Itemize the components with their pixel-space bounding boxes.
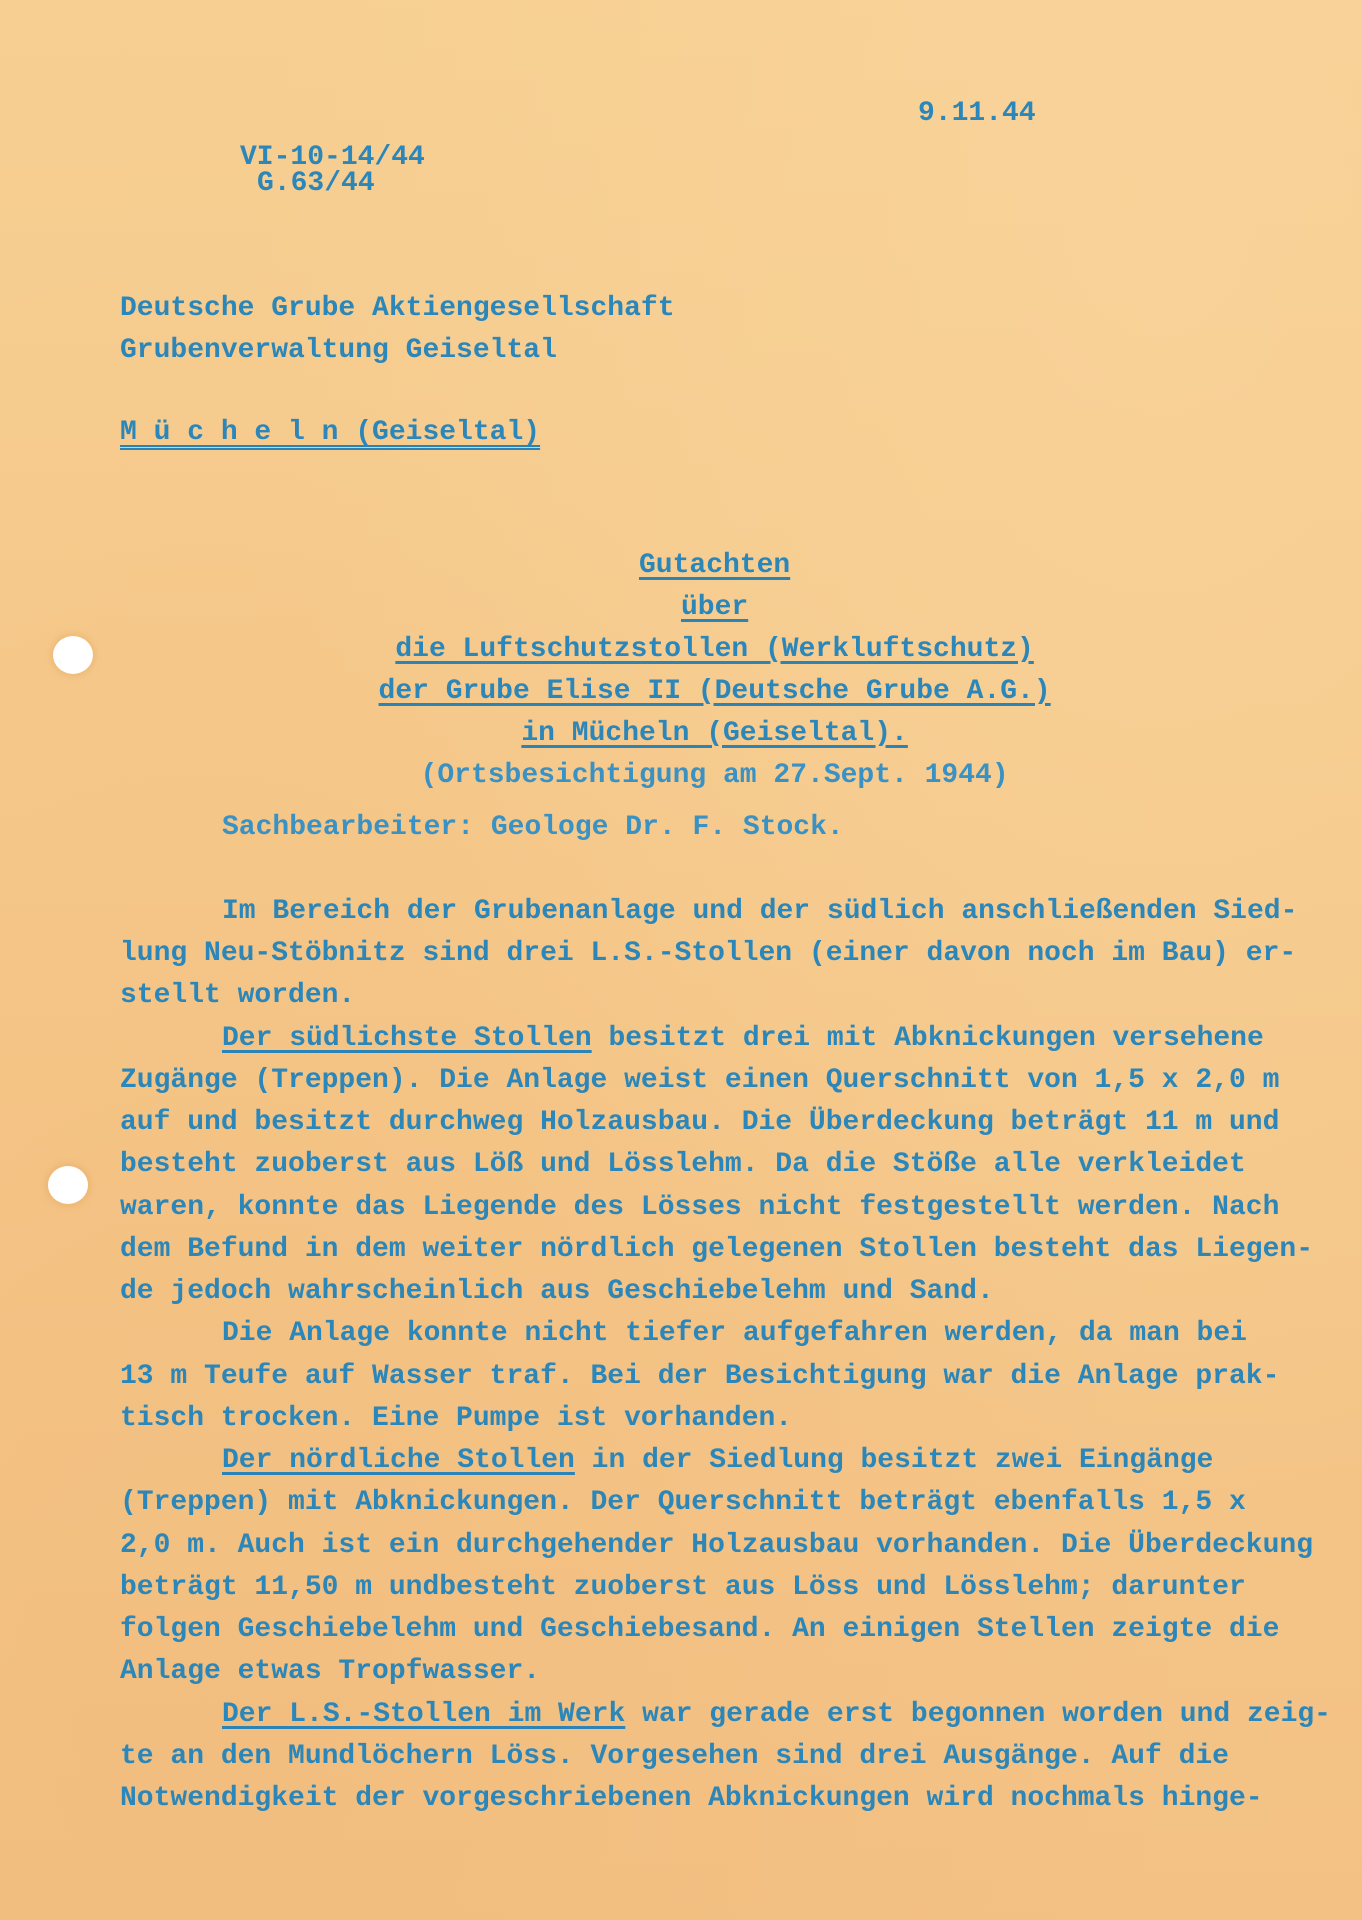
body-line: Die Anlage konnte nicht tiefer aufgefahren werden, da man bei <box>222 1318 1247 1349</box>
document-date: 9.11.44 <box>918 98 1036 129</box>
body-line: te an den Mundlöchern Löss. Vorgesehen sind drei Ausgänge. Auf die <box>120 1741 1229 1772</box>
title-line-6-wrap <box>0 728 1362 824</box>
body-line: beträgt 11,50 m undbesteht zuoberst aus Löss und Lösslehm; darunter <box>120 1572 1246 1603</box>
title-line-1: Gutachten <box>638 550 791 581</box>
title-line-3: die Luftschutzstollen (Werkluftschutz) <box>395 634 1034 665</box>
section-heading-north-tunnel: Der nördliche Stollen <box>222 1445 575 1476</box>
body-line: (Treppen) mit Abknickungen. Der Querschnitt beträgt ebenfalls 1,5 x <box>120 1487 1246 1518</box>
body-line: lung Neu-Stöbnitz sind drei L.S.-Stollen (einer davon noch im Bau) er- <box>120 938 1297 969</box>
section-heading-south-tunnel: Der südlichste Stollen <box>222 1023 592 1054</box>
body-text: in der Siedlung besitzt zwei Eingänge <box>574 1445 1214 1476</box>
body-line <box>222 1699 1331 1731</box>
punch-hole-bottom <box>48 1166 88 1204</box>
body-line: Anlage etwas Tropfwasser. <box>120 1656 541 1687</box>
inspection-date-line: (Ortsbesichtigung am 27.Sept. 1944) <box>420 760 1009 791</box>
clerk-line: Sachbearbeiter: Geologe Dr. F. Stock. <box>222 812 844 843</box>
body-line: stellt worden. <box>120 980 356 1011</box>
body-line: tisch trocken. Eine Pumpe ist vorhanden. <box>120 1403 793 1434</box>
body-line: de jedoch wahrscheinlich aus Geschiebelehm und Sand. <box>120 1276 994 1307</box>
addressee-department: Grubenverwaltung Geiseltal <box>120 335 557 366</box>
body-line: besteht zuoberst aus Löß und Lösslehm. Da die Stöße alle verkleidet <box>120 1149 1246 1180</box>
body-line <box>222 1023 1264 1055</box>
body-line: 2,0 m. Auch ist ein durchgehender Holzausbau vorhanden. Die Überdeckung <box>120 1530 1313 1561</box>
body-text: besitzt drei mit Abknickungen versehene <box>591 1023 1264 1054</box>
body-line: waren, konnte das Liegende des Lösses nicht festgestellt werden. Nach <box>120 1192 1280 1223</box>
body-line: 13 m Teufe auf Wasser traf. Bei der Besichtigung war die Anlage prak- <box>120 1361 1280 1392</box>
title-line-5: in Mücheln (Geiseltal). <box>521 718 908 749</box>
addressee-location: M ü c h e l n (Geiseltal) <box>120 417 541 448</box>
body-line: Im Bereich der Grubenanlage und der südlich anschließenden Sied- <box>222 896 1298 927</box>
body-line: Zugänge (Treppen). Die Anlage weist einen Querschnitt von 1,5 x 2,0 m <box>120 1065 1280 1096</box>
reference-number-1: VI-10-14/44 <box>240 142 425 173</box>
addressee-company: Deutsche Grube Aktiengesellschaft <box>120 293 675 324</box>
body-line: folgen Geschiebelehm und Geschiebesand. An einigen Stellen zeigte die <box>120 1614 1280 1645</box>
body-line: Notwendigkeit der vorgeschriebenen Abknickungen wird nochmals hinge- <box>120 1783 1263 1814</box>
body-line: auf und besitzt durchweg Holzausbau. Die Überdeckung beträgt 11 m und <box>120 1107 1280 1138</box>
body-text: war gerade erst begonnen worden und zeig- <box>625 1699 1331 1730</box>
body-line: dem Befund in dem weiter nördlich gelegenen Stollen besteht das Liegen- <box>120 1234 1313 1265</box>
reference-number-2: G.63/44 <box>257 168 375 199</box>
body-line <box>222 1445 1213 1477</box>
section-heading-works-tunnel: Der L.S.-Stollen im Werk <box>222 1699 626 1730</box>
title-line-4: der Grube Elise II (Deutsche Grube A.G.) <box>378 676 1051 707</box>
title-line-2: über <box>681 592 749 623</box>
